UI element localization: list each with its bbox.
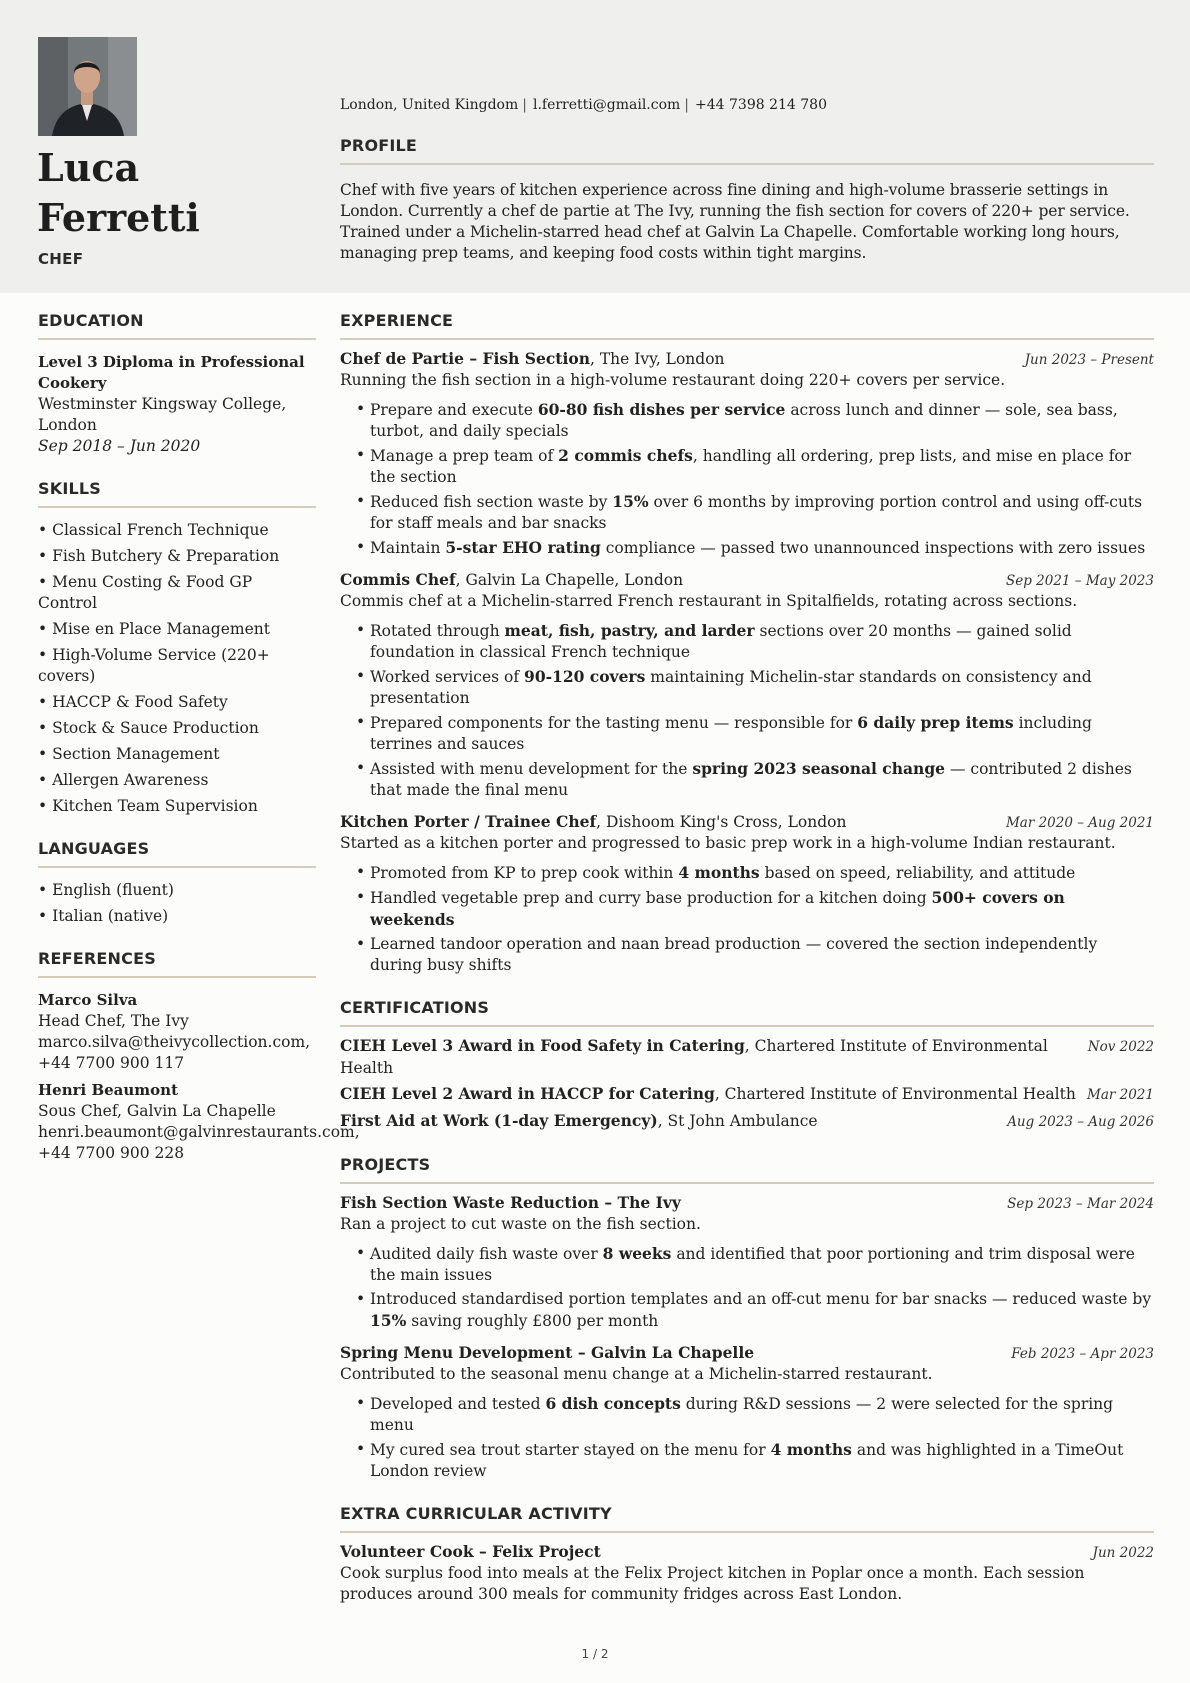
entry-dates: Jun 2022 <box>1092 1545 1154 1561</box>
bullet-item <box>356 887 1154 931</box>
entry-description: Commis chef at a Michelin-starred French restaurant in Spitalfields, rotating across sections. <box>340 592 1078 610</box>
entry-header <box>340 348 1154 370</box>
entry-header <box>340 1541 1154 1563</box>
separator: | <box>684 97 690 113</box>
skills-section <box>38 479 316 817</box>
bullet-text: and identified that poor portioning and trim disposal were the main issues <box>370 1245 1135 1284</box>
profile-text: Chef with five years of kitchen experience across fine dining and high-volume brasserie settings in London. Currently a chef de partie at The Ivy, running the fish section for covers of 220+ per service. Trained under a Michelin-starred head chef at Galvin La Chapelle. Comfortable working long hours, managing prep teams, and keeping food costs within tight margins. <box>340 181 1130 262</box>
certification-title <box>340 1110 818 1132</box>
entry-role: Commis Chef <box>340 570 456 589</box>
candidate-role: CHEF <box>38 250 84 268</box>
reference-name: Henri Beaumont <box>38 1081 179 1099</box>
entry-description: Cook surplus food into meals at the Felix Project kitchen in Poplar once a month. Each session produces around 300 meals for community fridges across East London. <box>340 1564 1085 1603</box>
skill-item-text: Fish Butchery & Preparation <box>52 547 280 565</box>
skill-item-text: Stock & Sauce Production <box>52 719 259 737</box>
school-name: Westminster Kingsway College, London <box>38 395 287 434</box>
bullet-glyph: • <box>38 521 53 539</box>
section-title-profile: PROFILE <box>340 136 1154 165</box>
entry-dates: Sep 2023 – Mar 2024 <box>1007 1196 1154 1212</box>
entry-title <box>340 348 725 370</box>
bullet-item <box>356 712 1154 755</box>
certification-org: , Chartered Institute of Environmental Health <box>714 1085 1076 1103</box>
entry-bullets <box>356 1243 1154 1332</box>
section-title-projects: PROJECTS <box>340 1155 1154 1184</box>
skill-item-text: HACCP & Food Safety <box>52 693 228 711</box>
bullet-highlight: meat, fish, pastry, and larder <box>504 621 755 640</box>
bullet-highlight: 90-120 covers <box>524 667 646 686</box>
certification-item <box>340 1035 1154 1079</box>
skill-item-text: High-Volume Service (220+ covers) <box>38 646 270 685</box>
bullet-item <box>356 620 1154 663</box>
bullet-glyph: • <box>38 620 53 638</box>
skill-item <box>38 520 316 541</box>
entry-role: Spring Menu Development – Galvin La Chapelle <box>340 1343 755 1362</box>
bullet-highlight: 500+ covers on weekends <box>370 888 1065 929</box>
bullet-text: compliance — passed two unannounced inspections with zero issues <box>600 539 1146 557</box>
entry-role: Chef de Partie – Fish Section <box>340 349 590 368</box>
skill-item <box>38 619 316 640</box>
entry-description: Ran a project to cut waste on the fish section. <box>340 1215 701 1233</box>
bullet-text: — contributed 2 dishes that made the final menu <box>370 760 1132 799</box>
language-item-text: English (fluent) <box>52 881 174 899</box>
skill-item-text: Menu Costing & Food GP Control <box>38 573 253 612</box>
bullet-item <box>356 1289 1154 1332</box>
bullet-text: Worked services of <box>370 668 525 686</box>
entry-dates: Feb 2023 – Apr 2023 <box>1011 1346 1154 1362</box>
entry-description: Running the fish section in a high-volume restaurant doing 220+ covers per service. <box>340 371 1006 389</box>
experience-entry <box>340 348 1154 559</box>
entry-title <box>340 1192 681 1214</box>
bullet-glyph: • <box>38 745 53 763</box>
entry-title <box>340 1541 601 1563</box>
entry-org: , The Ivy, London <box>589 350 725 368</box>
bullet-text: Promoted from KP to prep cook within <box>370 864 679 882</box>
bullet-item <box>356 1393 1154 1436</box>
bullet-text: sections over 20 months — gained solid foundation in classical French technique <box>370 622 1072 661</box>
bullet-text: based on speed, reliability, and attitude <box>759 864 1076 882</box>
email-link[interactable]: l.ferretti@gmail.com <box>532 97 681 113</box>
section-title-certifications: CERTIFICATIONS <box>340 998 1154 1027</box>
section-title-education: EDUCATION <box>38 311 316 340</box>
bullet-item <box>356 1439 1154 1482</box>
bullet-text: across lunch and dinner — sole, sea bass, turbot, and daily specials <box>370 401 1118 440</box>
bullet-glyph: • <box>38 771 53 789</box>
entry-header <box>340 1192 1154 1214</box>
bullet-glyph: • <box>38 547 53 565</box>
bullet-text: Assisted with menu development for the <box>370 760 693 778</box>
bullet-glyph: • <box>38 797 53 815</box>
bullet-text: including terrines and sauces <box>370 714 1092 753</box>
entry-description: Contributed to the seasonal menu change at a Michelin-starred restaurant. <box>340 1365 933 1383</box>
reference-item <box>38 990 316 1074</box>
education-section <box>38 311 316 457</box>
reference-role: Sous Chef, Galvin La Chapelle <box>38 1102 276 1120</box>
skill-item-text: Section Management <box>52 745 220 763</box>
bullet-text: over 6 months by improving portion control and using off-cuts for staff meals and bar snacks <box>370 493 1143 532</box>
skill-item-text: Mise en Place Management <box>52 620 270 638</box>
bullet-text: Learned tandoor operation and naan bread production — covered the section independently during busy shifts <box>370 935 1098 974</box>
section-title-references: REFERENCES <box>38 949 316 978</box>
entry-bullets <box>356 1393 1154 1482</box>
reference-contact[interactable]: marco.silva@theivycollection.com, +44 7700 900 117 <box>38 1033 311 1072</box>
bullet-glyph: • <box>38 907 53 925</box>
bullet-item <box>356 445 1154 488</box>
project-entries <box>340 1192 1154 1482</box>
entry-title <box>340 569 683 591</box>
entry-title <box>340 1342 754 1364</box>
certification-list <box>340 1035 1154 1133</box>
phone-link[interactable]: +44 7398 214 780 <box>695 97 827 113</box>
certification-title <box>340 1083 1076 1105</box>
skill-item-text: Allergen Awareness <box>52 771 209 789</box>
bullet-text: Maintain <box>370 539 446 557</box>
certification-title <box>340 1035 1088 1079</box>
entry-dates: Jun 2023 – Present <box>1024 352 1154 368</box>
bullet-text: maintaining Michelin-star standards on consistency and presentation <box>370 668 1092 707</box>
bullet-text: Prepare and execute <box>370 401 538 419</box>
bullet-text: saving roughly £800 per month <box>406 1312 659 1330</box>
bullet-item <box>356 491 1154 534</box>
degree-title: Level 3 Diploma in Professional Cookery <box>38 353 305 392</box>
bullet-text: Audited daily fish waste over <box>370 1245 603 1263</box>
page-number: 1 / 2 <box>581 1647 609 1661</box>
entry-bullets <box>356 399 1154 559</box>
reference-role: Head Chef, The Ivy <box>38 1012 189 1030</box>
skill-item <box>38 718 316 739</box>
language-item-text: Italian (native) <box>52 907 169 925</box>
languages-section <box>38 839 316 927</box>
bullet-text: Reduced fish section waste by <box>370 493 613 511</box>
entry-role: Fish Section Waste Reduction – The Ivy <box>340 1193 681 1212</box>
bullet-highlight: 4 months <box>770 1440 852 1459</box>
bullet-text: during R&D sessions — 2 were selected for the spring menu <box>370 1395 1114 1434</box>
education-dates: Sep 2018 – Jun 2020 <box>38 437 201 455</box>
projects-entry <box>340 1342 1154 1482</box>
entry-role: Volunteer Cook – Felix Project <box>340 1542 601 1561</box>
extra-entries <box>340 1541 1154 1605</box>
section-title-extra: EXTRA CURRICULAR ACTIVITY <box>340 1504 1154 1533</box>
profile-photo <box>38 37 137 136</box>
experience-entries <box>340 348 1154 976</box>
skill-item <box>38 770 316 791</box>
entry-bullets <box>356 620 1154 801</box>
bullet-glyph: • <box>38 646 53 664</box>
entry-org: , Galvin La Chapelle, London <box>455 571 684 589</box>
bullet-text: Rotated through <box>370 622 505 640</box>
bullet-highlight: 15% <box>370 1311 407 1330</box>
language-item <box>38 880 316 901</box>
certification-name: First Aid at Work (1-day Emergency) <box>340 1111 658 1130</box>
entry-org: , Dishoom King's Cross, London <box>596 813 847 831</box>
bullet-highlight: 6 dish concepts <box>545 1394 681 1413</box>
bullet-text: and was highlighted in a TimeOut London review <box>370 1441 1124 1480</box>
entry-bullets <box>356 862 1154 976</box>
experience-entry <box>340 569 1154 801</box>
reference-contact[interactable]: henri.beaumont@galvinrestaurants.com, +44 7700 900 228 <box>38 1123 360 1162</box>
extra-entry <box>340 1541 1154 1605</box>
entry-header <box>340 569 1154 591</box>
reference-item <box>38 1080 360 1164</box>
profile-section <box>340 136 1154 264</box>
experience-section <box>340 311 1154 976</box>
right-column <box>340 311 1154 1627</box>
references-section <box>38 949 360 1164</box>
language-item <box>38 906 316 927</box>
bullet-item <box>356 1243 1154 1286</box>
entry-dates: Sep 2021 – May 2023 <box>1005 573 1154 589</box>
candidate-name: Luca Ferretti <box>37 145 200 240</box>
skill-item <box>38 744 316 765</box>
projects-section <box>340 1155 1154 1482</box>
left-column <box>38 311 360 1186</box>
bullet-text: , handling all ordering, prep lists, and mise en place for the section <box>370 447 1132 486</box>
certification-name: CIEH Level 3 Award in Food Safety in Catering <box>340 1036 745 1055</box>
bullet-glyph: • <box>38 719 53 737</box>
bullet-highlight: spring 2023 seasonal change <box>692 759 946 778</box>
certification-name: CIEH Level 2 Award in HACCP for Catering <box>340 1084 715 1103</box>
bullet-glyph: • <box>38 693 53 711</box>
bullet-item <box>356 862 1154 884</box>
separator: | <box>522 97 527 113</box>
extra-section <box>340 1504 1154 1605</box>
bullet-highlight: 2 commis chefs <box>558 446 693 465</box>
entry-title <box>340 811 846 833</box>
experience-entry <box>340 811 1154 976</box>
entry-dates: Mar 2020 – Aug 2021 <box>1005 815 1154 831</box>
certifications-section <box>340 998 1154 1133</box>
entry-role: Kitchen Porter / Trainee Chef <box>340 812 597 831</box>
projects-entry <box>340 1192 1154 1332</box>
bullet-highlight: 15% <box>612 492 649 511</box>
bullet-item <box>356 666 1154 709</box>
reference-name: Marco Silva <box>38 991 138 1009</box>
section-title-experience: EXPERIENCE <box>340 311 1154 340</box>
bullet-item <box>356 399 1154 442</box>
skill-item <box>38 796 316 817</box>
contact-line <box>340 97 827 113</box>
bullet-highlight: 6 daily prep items <box>857 713 1014 732</box>
location-text: London, United Kingdom <box>340 97 519 113</box>
skill-item <box>38 546 316 567</box>
certification-dates: Aug 2023 – Aug 2026 <box>1007 1114 1154 1130</box>
bullet-highlight: 60-80 fish dishes per service <box>537 400 786 419</box>
bullet-highlight: 8 weeks <box>602 1244 672 1263</box>
skill-item <box>38 692 316 713</box>
bullet-highlight: 5-star EHO rating <box>445 538 601 557</box>
bullet-text: Manage a prep team of <box>370 447 559 465</box>
bullet-item <box>356 537 1154 559</box>
bullet-glyph: • <box>38 573 53 591</box>
skill-item <box>38 572 316 614</box>
bullet-text: Introduced standardised portion templates and an off-cut menu for bar snacks — reduced waste by <box>370 1290 1152 1308</box>
bullet-item <box>356 934 1154 976</box>
certification-org: , St John Ambulance <box>657 1112 818 1130</box>
bullet-item <box>356 758 1154 801</box>
certification-org: , Chartered Institute of Environmental Health <box>340 1037 1048 1077</box>
certification-item <box>340 1110 1154 1133</box>
certification-dates: Nov 2022 <box>1087 1039 1154 1055</box>
skill-item-text: Kitchen Team Supervision <box>52 797 258 815</box>
bullet-highlight: 4 months <box>678 863 760 882</box>
skills-list <box>38 520 316 817</box>
section-title-languages: LANGUAGES <box>38 839 316 868</box>
entry-header <box>340 811 1154 833</box>
languages-list <box>38 880 316 927</box>
section-title-skills: SKILLS <box>38 479 316 508</box>
bullet-text: My cured sea trout starter stayed on the menu for <box>370 1441 771 1459</box>
skill-item <box>38 645 316 687</box>
entry-description: Started as a kitchen porter and progressed to basic prep work in a high-volume Indian restaurant. <box>340 834 1116 852</box>
bullet-glyph: • <box>38 881 53 899</box>
entry-header <box>340 1342 1154 1364</box>
bullet-text: Handled vegetable prep and curry base production for a kitchen doing <box>370 889 932 907</box>
skill-item-text: Classical French Technique <box>52 521 269 539</box>
bullet-text: Prepared components for the tasting menu — responsible for <box>370 714 858 732</box>
certification-item <box>340 1083 1154 1106</box>
certification-dates: Mar 2021 <box>1087 1087 1154 1103</box>
bullet-text: Developed and tested <box>370 1395 546 1413</box>
